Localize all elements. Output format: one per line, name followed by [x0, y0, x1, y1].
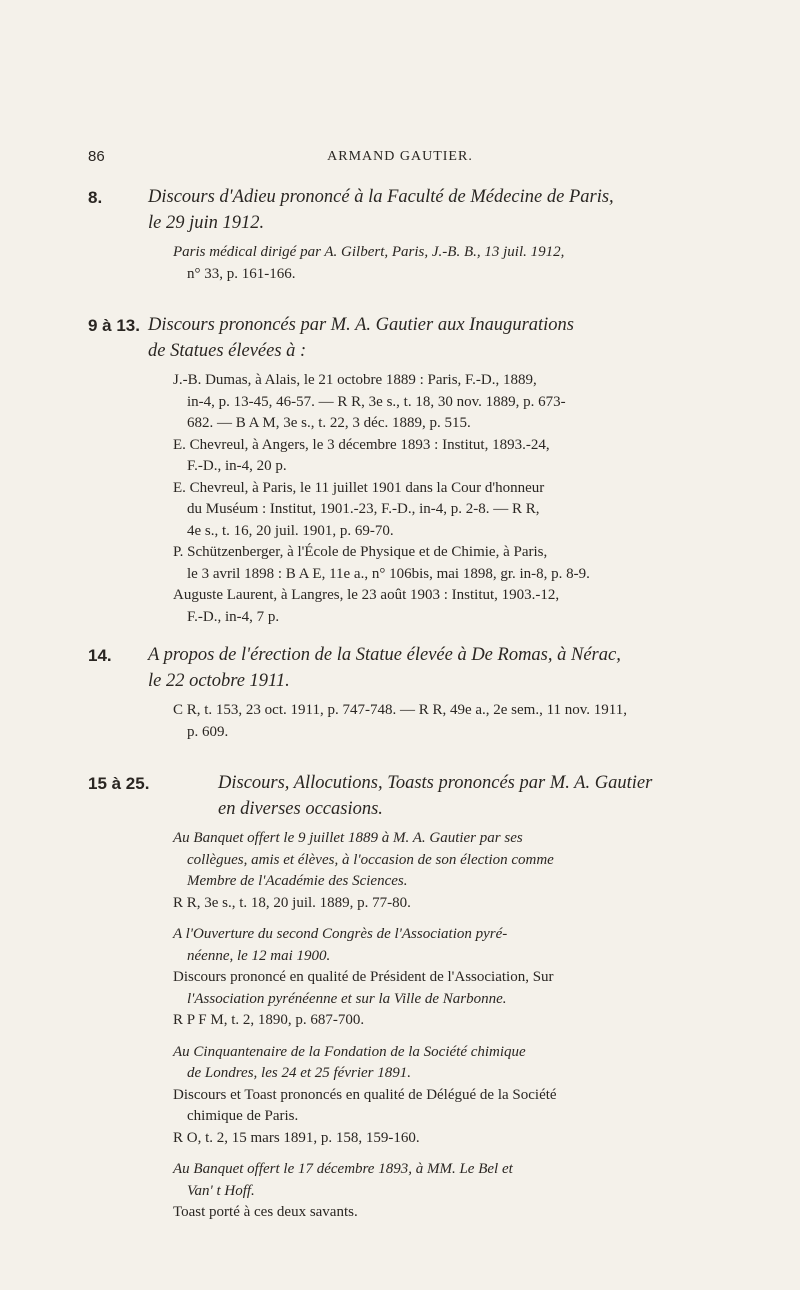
reference-line: Paris médical dirigé par A. Gilbert, Paris, J.-B. B., 13 juil. 1912, [173, 244, 565, 260]
reference-line: n° 33, p. 161-166. [187, 265, 296, 282]
entry-title-line: Discours d'Adieu prononcé à la Faculté de Médecine de Paris, [148, 187, 614, 207]
subsection-title: Au Banquet offert le 17 décembre 1893, à MM. Le Bel et [173, 1161, 513, 1177]
subsection-title: collègues, amis et élèves, à l'occasion de son élection comme [187, 851, 554, 868]
subsection-reference: R R, 3e s., t. 18, 20 juil. 1889, p. 77-80. [173, 894, 411, 911]
subsection-description: Toast porté à ces deux savants. [173, 1204, 358, 1220]
reference-line: J.-B. Dumas, à Alais, le 21 octobre 1889 : Paris, F.-D., 1889, [173, 372, 537, 388]
reference-line: C R, t. 153, 23 oct. 1911, p. 747-748. — R R, 49e a., 2e sem., 11 nov. 1911, [173, 702, 627, 718]
subsection-title: néenne, le 12 mai 1900. [187, 947, 331, 964]
subsection-description: Discours prononcé en qualité de Président de l'Association, Sur [173, 969, 554, 985]
entry-title-line: le 22 octobre 1911. [148, 671, 290, 691]
subsection-reference: R O, t. 2, 15 mars 1891, p. 158, 159-160. [173, 1129, 420, 1146]
reference-line: le 3 avril 1898 : B A E, 11e a., n° 106bis, mai 1898, gr. in-8, p. 8-9. [187, 565, 590, 582]
entry-title [148, 184, 748, 236]
subsection-title: Van' t Hoff. [187, 1182, 255, 1199]
reference-line: P. Schützenberger, à l'École de Physique et de Chimie, à Paris, [173, 544, 548, 560]
entry-number: 14. [88, 646, 112, 665]
subsection-title: A l'Ouverture du second Congrès de l'Association pyré- [173, 926, 508, 942]
entry-reference [173, 242, 751, 285]
entry-number: 15 à 25. [88, 774, 150, 793]
entry-title-line: de Statues élevées à : [148, 341, 307, 361]
entry-title [148, 312, 748, 364]
subsection-description: l'Association pyrénéenne et sur la Ville de Narbonne. [187, 990, 507, 1007]
subsection-title: Au Banquet offert le 9 juillet 1889 à M. A. Gautier par ses [173, 830, 523, 846]
entry-title-line: Discours, Allocutions, Toasts prononcés par M. A. Gautier [218, 773, 653, 793]
entry-title-line: le 29 juin 1912. [148, 213, 265, 233]
subsection-reference: R P F M, t. 2, 1890, p. 687-700. [173, 1012, 365, 1028]
reference-line: F.-D., in-4, 20 p. [187, 458, 287, 474]
entry-reference [173, 370, 751, 628]
reference-line: F.-D., in-4, 7 p. [187, 608, 280, 625]
entry-title-line: A propos de l'érection de la Statue élevée à De Romas, à Nérac, [148, 645, 621, 665]
entry-number: 8. [88, 188, 103, 207]
entry-reference [173, 700, 751, 743]
running-title: ARMAND GAUTIER. [327, 149, 473, 164]
subsection-title: de Londres, les 24 et 25 février 1891. [187, 1065, 411, 1081]
reference-line: 4e s., t. 16, 20 juil. 1901, p. 69-70. [187, 522, 394, 539]
page-number: 86 [88, 148, 105, 165]
subsection-title: Au Cinquantenaire de la Fondation de la Société chimique [173, 1043, 526, 1060]
reference-line: E. Chevreul, à Angers, le 3 décembre 1893 : Institut, 1893.-24, [173, 436, 550, 453]
entry-title [148, 642, 748, 694]
reference-line: p. 609. [187, 723, 229, 740]
reference-line: 682. — B A M, 3e s., t. 22, 3 déc. 1889, p. 515. [187, 415, 471, 431]
entry-title-line: en diverses occasions. [218, 799, 383, 819]
reference-line: in-4, p. 13-45, 46-57. — R R, 3e s., t. 18, 30 nov. 1889, p. 673- [187, 393, 566, 410]
reference-line: Auguste Laurent, à Langres, le 23 août 1903 : Institut, 1903.-12, [173, 587, 560, 603]
subsection-title: Membre de l'Académie des Sciences. [187, 873, 408, 889]
entry-title-line: Discours prononcés par M. A. Gautier aux Inaugurations [148, 315, 574, 335]
page-header [0, 148, 800, 172]
entry-number: 9 à 13. [88, 316, 140, 335]
reference-line: du Muséum : Institut, 1901.-23, F.-D., in-4, p. 2-8. — R R, [187, 501, 540, 517]
subsection-description: chimique de Paris. [187, 1108, 299, 1124]
entry-title [218, 770, 748, 822]
subsection-description: Discours et Toast prononcés en qualité de Délégué de la Société [173, 1086, 557, 1103]
entry-subsections [173, 828, 753, 1224]
reference-line: E. Chevreul, à Paris, le 11 juillet 1901 dans la Cour d'honneur [173, 479, 545, 496]
